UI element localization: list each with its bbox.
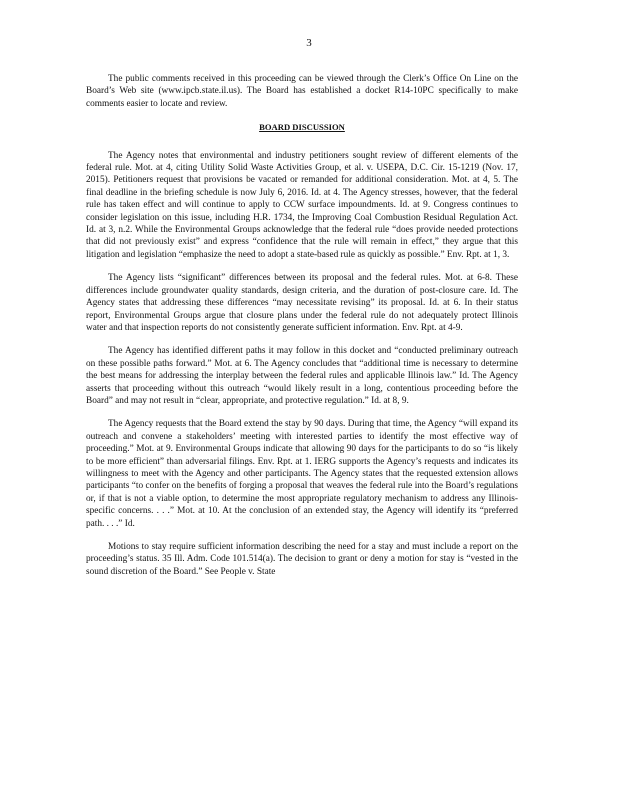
paragraph-motions-to-stay: Motions to stay require sufficient information describing the need for a stay and must include a report on the proceeding’s status. 35 Ill. Adm. Code 101.514(a). The decision to grant or deny a motion for stay is “vested in the sound discretion of the Board.” See People v. State xyxy=(86,542,518,577)
section-heading xyxy=(86,121,518,133)
paragraph-federal-review: The Agency notes that environmental and industry petitioners sought review of different elements of the federal rule. Mot. at 4, citing Utility Solid Waste Activities Group, et al. v. USEPA, D.C. Cir. 15-1219 (Nov. 17, 2015). Petitioners request that provisions be vacated or remanded for additional consideration. Mot. at 4, 5. The final deadline in the briefing schedule is now July 6, 2016. Id. at 4. The Agency stresses, however, that the federal rule has taken effect and will continue to apply to CCW surface impoundments. Id. at 9. Congress continues to consider legislation on this issue, including H.R. 1734, the Improving Coal Combustion Residual Regulation Act. Id. at 3, n.2. While the Environmental Groups acknowledge that the federal rule “does provide needed protections that did not previously exist” and express “confidence that the rule will remain in effect,” they argue that this litigation and legislation “emphasize the need to adopt a state-based rule as quickly as possible.” Env. Rpt. at 1, 3. xyxy=(86,150,518,260)
page-number: 3 xyxy=(306,37,312,49)
paragraph-public-comments: The public comments received in this proceeding can be viewed through the Clerk’s Office On Line on the Board’s Web site (www.ipcb.state.il.us). The Board has established a docket R14-10PC specifically to make comments easier to locate and review. xyxy=(86,74,518,109)
paragraph-paths: The Agency has identified different paths it may follow in this docket and “conducted preliminary outreach on these possible paths forward.” Mot. at 6. The Agency concludes that “additional time is necessary to determine the best means for addressing the interplay between the federal rules and applicable Illinois law.” Id. The Agency asserts that proceeding without this outreach “would likely result in a long, contentious proceeding before the Board” and may not result in “clear, appropriate, and protective regulation.” Id. at 8, 9. xyxy=(86,346,518,406)
section-heading-text: BOARD DISCUSSION xyxy=(259,122,345,133)
paragraph-differences: The Agency lists “significant” differences between its proposal and the federal rules. Mot. at 6-8. These differences include groundwater quality standards, design criteria, and the duration of post-closure care. Id. The Agency states that addressing these differences “may necessitate revising” its proposal. Id. at 6. In their status report, Environmental Groups argue that closure plans under the federal rule do not adequately protect Illinois water and that inspection reports do not consistently generate sufficient information. Env. Rpt. at 4-9. xyxy=(86,273,518,333)
paragraph-extend-stay: The Agency requests that the Board extend the stay by 90 days. During that time, the Agency “will expand its outreach and convene a stakeholders’ meeting with interested parties to identify the most effective way of proceeding.” Mot. at 9. Environmental Groups indicate that allowing 90 days for the participants to do so “is likely to be more efficient” than adversarial filings. Env. Rpt. at 1. IERG supports the Agency’s requests and indicates its willingness to meet with the Agency and other participants. The Agency states that the requested extension allows participants “to confer on the benefits of forging a proposal that weaves the federal rule into the Board’s regulations or, if that is not a viable option, to determine the most appropriate regulatory mechanism to address any Illinois-specific concerns. . . .” Mot. at 10. At the conclusion of an extended stay, the Agency will identify its “preferred path. . . .” Id. xyxy=(86,419,518,529)
document-body xyxy=(86,73,518,589)
